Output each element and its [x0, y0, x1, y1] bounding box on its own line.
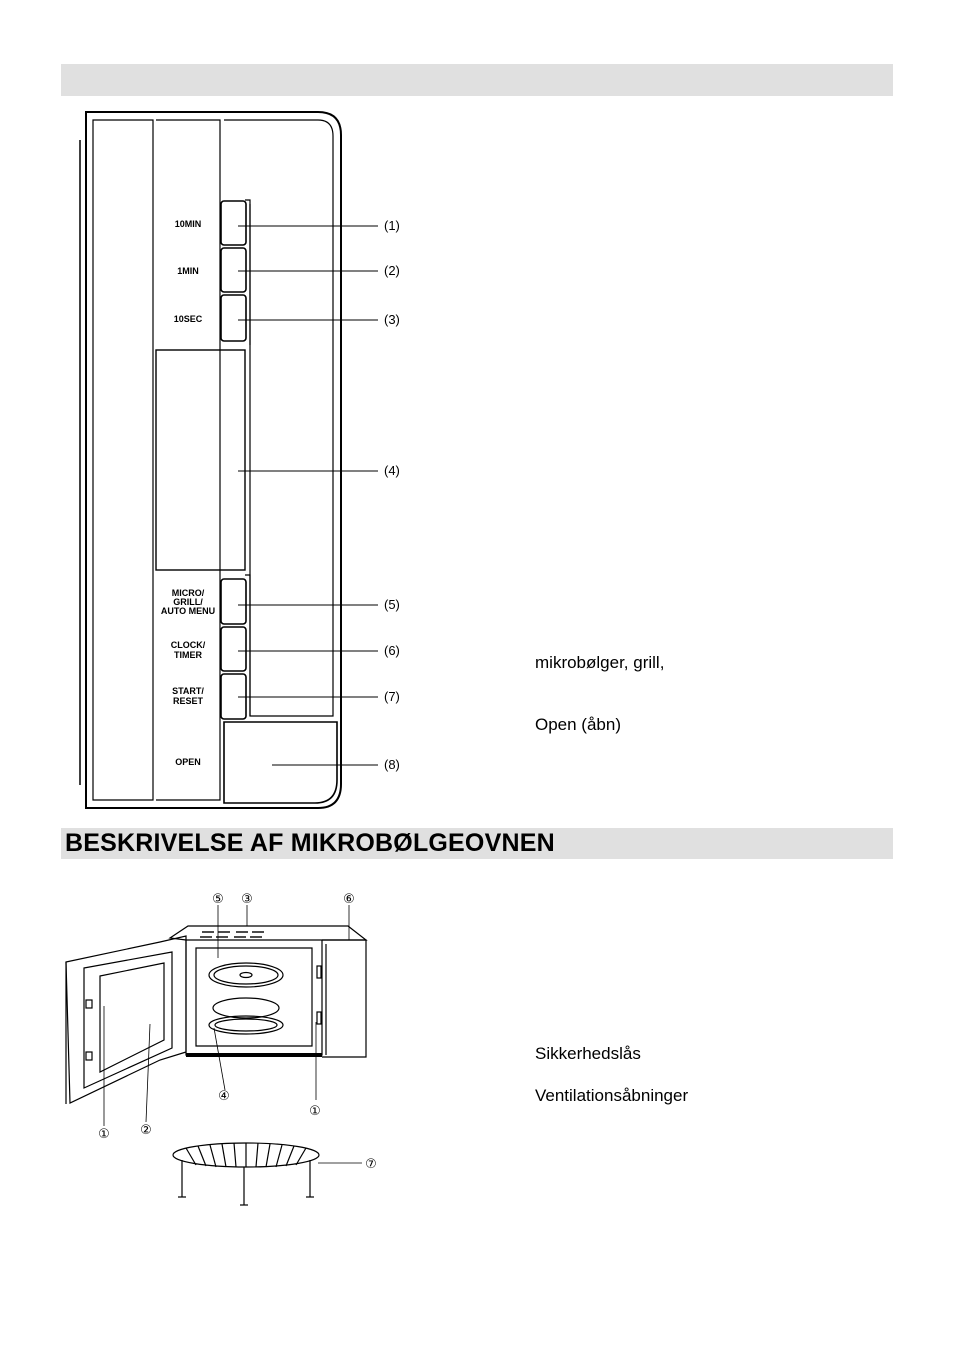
- callout-5: (5): [384, 597, 400, 612]
- callout-3: (3): [384, 312, 400, 327]
- marker-1-right: ①: [309, 1104, 321, 1119]
- label-clock-line1: CLOCK/: [170, 640, 206, 650]
- marker-3: ③: [241, 892, 253, 907]
- micro-grill-description: mikrobølger, grill,: [535, 653, 665, 672]
- label-micro-line3: AUTO MENU: [160, 606, 216, 616]
- label-start-line2: RESET: [172, 696, 204, 706]
- open-door-lever: [224, 722, 337, 803]
- label-10sec: 10SEC: [173, 314, 203, 324]
- callout-6: (6): [384, 643, 400, 658]
- vents-label: Ventilationsåbninger: [535, 1086, 689, 1105]
- marker-6: ⑥: [343, 892, 355, 907]
- callout-4: (4): [384, 463, 400, 478]
- marker-7: ⑦: [365, 1157, 377, 1172]
- section-title: BESKRIVELSE AF MIKROBØLGEOVNEN: [65, 829, 555, 857]
- callout-2: (2): [384, 263, 400, 278]
- label-micro-line2: GRILL/: [173, 597, 203, 607]
- button-10min: [221, 201, 246, 245]
- open-description: Open (åbn): [535, 715, 621, 734]
- oven-diagram: [66, 905, 366, 1205]
- label-10min: 10MIN: [174, 219, 202, 229]
- callout-8: (8): [384, 757, 400, 772]
- safety-lock-label: Sikkerhedslås: [535, 1044, 641, 1063]
- callout-1: (1): [384, 218, 400, 233]
- button-10sec: [221, 295, 246, 341]
- marker-5: ⑤: [212, 892, 224, 907]
- panel-outline: [86, 112, 341, 808]
- label-start-line1: START/: [172, 686, 204, 696]
- label-clock-line2: TIMER: [174, 650, 202, 660]
- button-clock-timer: [221, 627, 246, 671]
- label-micro-line1: MICRO/: [171, 588, 205, 598]
- label-open: OPEN: [175, 757, 201, 767]
- display-window: [156, 350, 245, 570]
- marker-1-left: ①: [98, 1127, 110, 1142]
- marker-2: ②: [140, 1123, 152, 1138]
- marker-4: ④: [218, 1089, 230, 1104]
- button-micro-grill: [221, 579, 246, 624]
- callout-7: (7): [384, 689, 400, 704]
- label-1min: 1MIN: [177, 266, 199, 276]
- button-1min: [221, 248, 246, 292]
